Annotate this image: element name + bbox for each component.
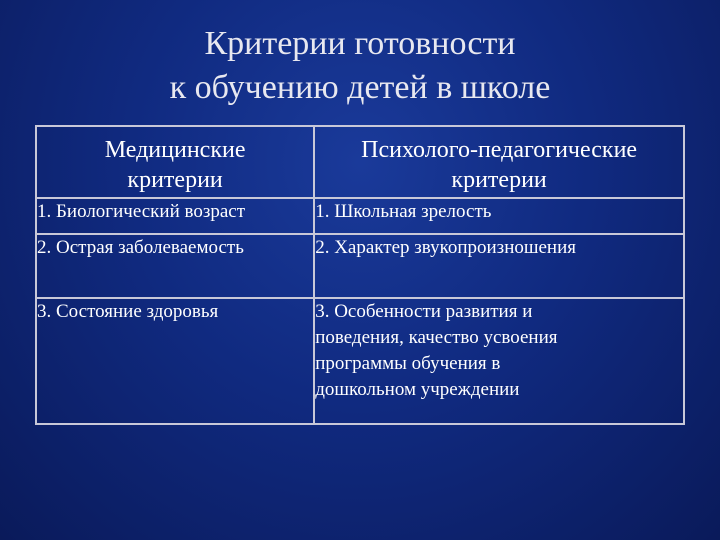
header-medical-criteria [36, 126, 314, 198]
medical-criterion-3: 3. Состояние здоровья [36, 298, 314, 424]
psych-criterion-3-line-3: программы обучения в [315, 353, 501, 374]
slide-title [0, 22, 720, 110]
header-medical-line-1: Медицинские [104, 137, 246, 163]
psych-criterion-1: 1. Школьная зрелость [314, 198, 684, 234]
header-medical-line-2: критерии [127, 167, 223, 193]
criteria-table [35, 125, 685, 425]
psych-criterion-3-line-1: 3. Особенности развития и [315, 301, 533, 322]
table-row [36, 198, 684, 234]
medical-criterion-1: 1. Биологический возраст [36, 198, 314, 234]
psych-criterion-3 [314, 298, 684, 424]
slide-title-line-2: к обучению детей в школе [169, 69, 551, 106]
header-psych-line-2: критерии [451, 167, 547, 193]
psych-criterion-3-line-4: дошкольном учреждении [315, 379, 520, 400]
psych-criterion-3-line-2: поведения, качество усвоения [315, 327, 558, 348]
table-row [36, 234, 684, 298]
header-psych-line-1: Психолого-педагогические [361, 137, 638, 163]
table-header-row [36, 126, 684, 198]
slide-title-line-1: Критерии готовности [204, 25, 516, 62]
medical-criterion-2: 2. Острая заболеваемость [36, 234, 314, 298]
header-psych-criteria [314, 126, 684, 198]
psych-criterion-2: 2. Характер звукопроизношения [314, 234, 684, 298]
table-row [36, 298, 684, 424]
